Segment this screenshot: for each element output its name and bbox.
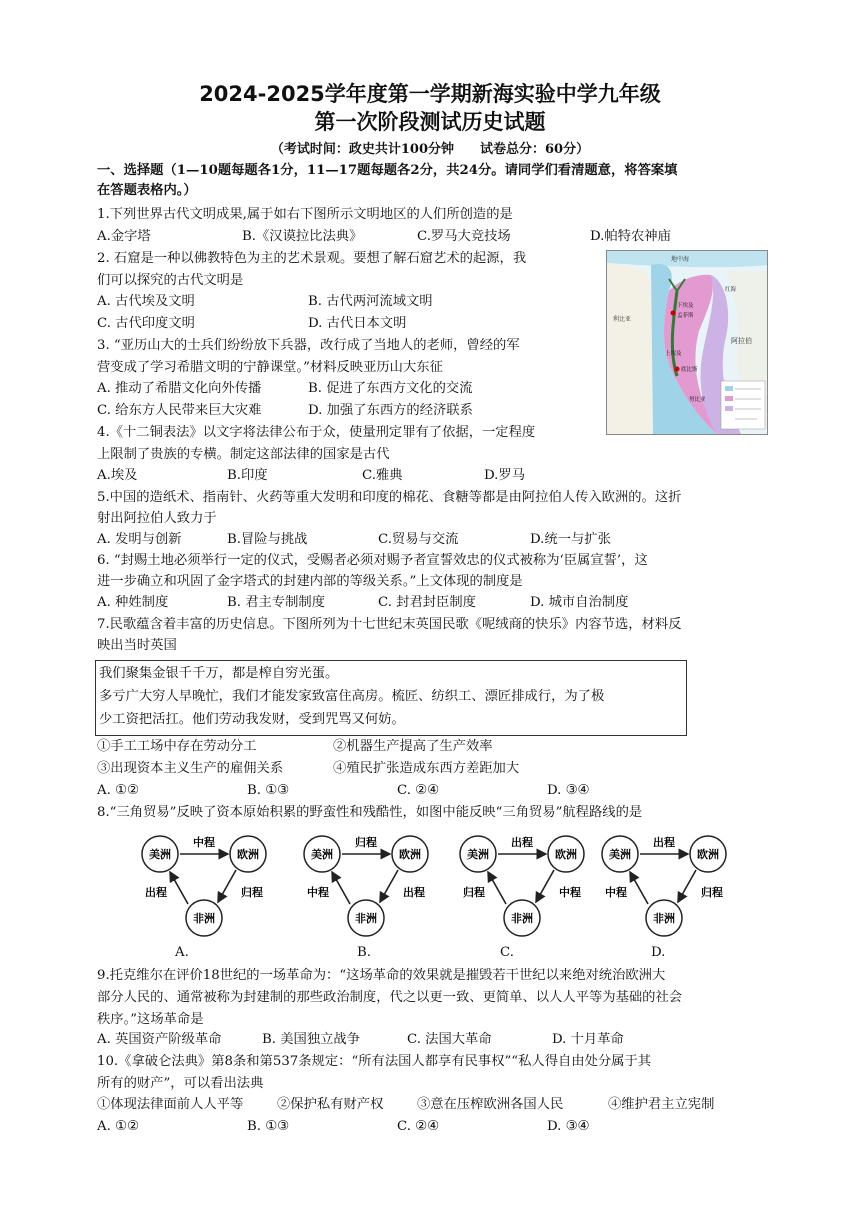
route-arrow-left xyxy=(488,872,506,904)
q7-stem-cont: 映出当时英国 xyxy=(97,638,177,653)
node-label-europe: 欧洲 xyxy=(237,848,259,861)
map-label-lower-egypt: 下埃及 xyxy=(677,303,694,309)
q3-option-d: D. 加强了东西方的经济联系 xyxy=(308,403,473,418)
q9-option-a: A. 英国资产阶级革命 xyxy=(97,1032,222,1047)
route-arrow-right xyxy=(218,870,236,902)
q7-item3: ③出现资本主义生产的雇佣关系 xyxy=(97,761,284,776)
q9-stem: 9.托克维尔在评价18世纪的一场革命为：“这场革命的效果就是摧毁若干世纪以来绝对统治欧洲大 xyxy=(97,968,666,983)
q6-stem: 6. “封赐土地必须举行一定的仪式，受赐者必须对赐予者宣誓效忠的仪式被称为‘臣属宣誓’，这 xyxy=(97,553,648,568)
q5-option-b: B.冒险与挑战 xyxy=(227,532,308,547)
q9-option-b: B. 美国独立战争 xyxy=(262,1032,361,1047)
exam-title-line1: 2024-2025学年度第一学期新海实验中学九年级 xyxy=(199,82,661,106)
route-label-right: 归程 xyxy=(241,886,263,899)
q8-option-c: C. xyxy=(500,945,514,960)
node-label-europe: 欧洲 xyxy=(399,848,421,861)
q7-item4: ④殖民扩张造成东西方差距加大 xyxy=(333,761,520,776)
q3-option-a: A. 推动了希腊文化向外传播 xyxy=(97,381,262,396)
q3-stem: 3. “亚历山大的士兵们纷纷放下兵器，改行成了当地人的老师，曾经的军 xyxy=(97,338,520,353)
q2-option-a: A. 古代埃及文明 xyxy=(97,294,195,309)
route-label-top: 中程 xyxy=(193,836,215,849)
trade-route-diagram xyxy=(292,826,442,944)
map-label-thebes: 底比斯 xyxy=(681,367,698,373)
node-label-africa: 非洲 xyxy=(511,912,533,925)
q7-option-d: D. ③④ xyxy=(547,783,590,798)
q4-option-b: B.印度 xyxy=(227,468,268,483)
node-label-america: 美洲 xyxy=(467,848,489,861)
q8-option-a: A. xyxy=(175,945,189,960)
route-label-left: 归程 xyxy=(463,886,485,899)
q4-stem-cont: 上限制了贵族的专横。制定这部法律的国家是古代 xyxy=(97,447,390,462)
route-arrow-right xyxy=(536,870,554,902)
q5-stem-cont: 射出阿拉伯人致力于 xyxy=(97,511,217,526)
q7-option-c: C. ②④ xyxy=(397,783,439,798)
trade-route-diagram xyxy=(590,826,740,944)
q10-item4: ④维护君主立宪制 xyxy=(608,1097,715,1112)
q9-stem-cont: 部分人民的、通常被称为封建制的那些政治制度，代之以更一致、更简单、以人人平等为基础的社会 xyxy=(97,990,683,1005)
q7-option-a: A. ①② xyxy=(97,783,139,798)
q10-option-d: D. ③④ xyxy=(547,1119,590,1134)
node-label-america: 美洲 xyxy=(311,848,333,861)
q5-option-d: D.统一与扩张 xyxy=(530,532,611,547)
q4-option-c: C.雅典 xyxy=(362,468,403,483)
q8-option-d: D. xyxy=(651,945,666,960)
q10-item3: ③意在压榨欧洲各国人民 xyxy=(417,1097,564,1112)
q3-option-c: C. 给东方人民带来巨大灾难 xyxy=(97,403,262,418)
q10-option-b: B. ①③ xyxy=(247,1119,290,1134)
node-label-europe: 欧洲 xyxy=(555,848,577,861)
q10-item2: ②保护私有财产权 xyxy=(277,1097,384,1112)
q6-option-c: C. 封君封臣制度 xyxy=(378,595,476,610)
exam-title-line2: 第一次阶段测试历史试题 xyxy=(314,110,546,134)
route-arrow-left xyxy=(332,872,350,904)
q8-stem: 8.“三角贸易”反映了资本原始积累的野蛮性和残酷性，如图中能反映“三角贸易”航程路线的是 xyxy=(97,805,643,820)
route-label-top: 归程 xyxy=(355,836,377,849)
q6-option-a: A. 种姓制度 xyxy=(97,595,169,610)
exam-info: （考试时间：政史共计100分钟 试卷总分：60分） xyxy=(270,142,590,157)
q7-stem: 7.民歌蕴含着丰富的历史信息。下图所列为十七世纪末英国民歌《呢绒商的快乐》内容节选，材料反 xyxy=(97,617,682,632)
q1-option-b: B.《汉谟拉比法典》 xyxy=(242,229,363,244)
q4-option-d: D.罗马 xyxy=(484,468,526,483)
q6-stem-cont: 进一步确立和巩固了金字塔式的封建内部的等级关系。”上文体现的制度是 xyxy=(97,574,523,589)
trade-route-diagram xyxy=(130,826,280,944)
q7-quote-box xyxy=(95,660,687,736)
node-label-america: 美洲 xyxy=(609,848,631,861)
q10-stem-cont: 所有的财产”，可以看出法典 xyxy=(97,1076,264,1091)
q9-option-d: D. 十月革命 xyxy=(552,1032,624,1047)
q1-stem: 1.下列世界古代文明成果,属于如右下图所示文明地区的人们所创造的是 xyxy=(97,207,513,222)
q10-stem: 10.《拿破仑法典》第8条和第537条规定：“所有法国人都享有民事权”“私人得自由处分属于其 xyxy=(97,1054,652,1069)
q7-item1: ①手工工场中存在劳动分工 xyxy=(97,739,257,754)
q2-option-b: B. 古代两河流域文明 xyxy=(308,294,433,309)
q7-quote-line3: 少工资把活扛。他们劳动我发财，受到咒骂又何妨。 xyxy=(99,712,405,727)
map-label-arabia: 阿拉伯 xyxy=(731,337,752,345)
q7-item2: ②机器生产提高了生产效率 xyxy=(333,739,493,754)
map-label-mediterranean: 地中海 xyxy=(671,256,690,263)
q9-option-c: C. 法国大革命 xyxy=(407,1032,492,1047)
map-label-upper-egypt: 上埃及 xyxy=(665,351,682,357)
q7-option-b: B. ①③ xyxy=(247,783,290,798)
section-heading: 一、选择题（1—10题每题各1分，11—17题每题各2分，共24分。请同学们看清题意，将答案填 xyxy=(97,163,678,178)
q8-option-b: B. xyxy=(357,945,371,960)
q3-stem-cont: 营变成了学习希腊文明的宁静课堂。”材料反映亚历山大东征 xyxy=(97,360,443,375)
route-label-left: 出程 xyxy=(145,886,167,899)
node-label-africa: 非洲 xyxy=(653,912,675,925)
q4-option-a: A.埃及 xyxy=(97,468,138,483)
node-label-africa: 非洲 xyxy=(355,912,377,925)
section-heading-cont: 在答题表格内。） xyxy=(97,183,197,198)
route-label-right: 出程 xyxy=(403,886,425,899)
q1-option-a: A.金字塔 xyxy=(97,229,151,244)
q2-option-c: C. 古代印度文明 xyxy=(97,316,195,331)
route-label-right: 中程 xyxy=(559,886,581,899)
q1-option-d: D.帕特农神庙 xyxy=(590,229,671,244)
map-label-memphis: 孟菲斯 xyxy=(677,313,694,319)
q7-quote-line2: 多亏广大穷人早晚忙，我们才能发家致富住高房。梳匠、纺织工、漂匠排成行，为了极 xyxy=(99,689,605,704)
q2-option-d: D. 古代日本文明 xyxy=(308,316,407,331)
route-label-left: 中程 xyxy=(307,886,329,899)
route-label-top: 出程 xyxy=(653,836,675,849)
q2-stem: 2. 石窟是一种以佛教特色为主的艺术景观。要想了解石窟艺术的起源，我 xyxy=(97,251,527,266)
route-label-top: 出程 xyxy=(511,836,533,849)
route-arrow-right xyxy=(380,870,398,902)
route-label-right: 归程 xyxy=(701,886,723,899)
q7-quote-line1: 我们聚集金银千千万，都是榨自穷光蛋。 xyxy=(99,666,339,681)
q5-stem: 5.中国的造纸术、指南针、火药等重大发明和印度的棉花、食糖等都是由阿拉伯人传入欧洲的。这折 xyxy=(97,490,682,505)
q10-item1: ①体现法律面前人人平等 xyxy=(97,1097,244,1112)
node-label-africa: 非洲 xyxy=(193,912,215,925)
trade-route-diagram xyxy=(448,826,598,944)
q3-option-b: B. 促进了东西方文化的交流 xyxy=(308,381,473,396)
q5-option-c: C.贸易与交流 xyxy=(378,532,459,547)
map-label-libya: 利比亚 xyxy=(613,316,632,323)
route-label-left: 中程 xyxy=(605,886,627,899)
egypt-map xyxy=(606,250,768,435)
node-label-america: 美洲 xyxy=(149,848,171,861)
route-arrow-left xyxy=(170,872,188,904)
q6-option-b: B. 君主专制制度 xyxy=(227,595,326,610)
q4-stem: 4.《十二铜表法》以文字将法律公布于众，使量刑定罪有了依据，一定程度 xyxy=(97,425,536,440)
map-label-red-sea: 红海 xyxy=(725,287,737,293)
map-label-nubia: 努比亚 xyxy=(689,397,706,403)
q10-option-a: A. ①② xyxy=(97,1119,139,1134)
q2-stem-cont: 们可以探究的古代文明是 xyxy=(97,273,244,288)
node-label-europe: 欧洲 xyxy=(697,848,719,861)
route-arrow-right xyxy=(678,870,696,902)
q1-option-c: C.罗马大竞技场 xyxy=(417,229,511,244)
q9-stem-cont2: 秩序。”这场革命是 xyxy=(97,1012,204,1027)
q10-option-c: C. ②④ xyxy=(397,1119,439,1134)
q5-option-a: A. 发明与创新 xyxy=(97,532,182,547)
q6-option-d: D. 城市自治制度 xyxy=(530,595,629,610)
route-arrow-left xyxy=(630,872,648,904)
